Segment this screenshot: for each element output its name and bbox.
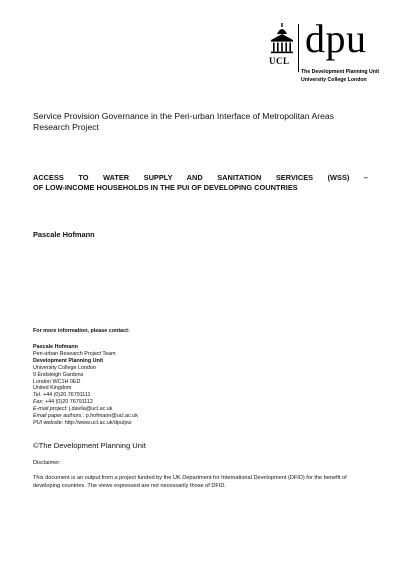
fax-label: Fax: bbox=[33, 399, 44, 406]
contact-website bbox=[33, 420, 333, 427]
fax-value: +44 (0)20 76791112 bbox=[43, 399, 93, 406]
document-title-line-1: ACCESS TO WATER SUPPLY AND SANITATION SERVICES (WSS) – bbox=[33, 173, 368, 182]
contact-street: 9 Endsleigh Gardens bbox=[33, 371, 84, 378]
copyright-notice: ©The Development Planning Unit bbox=[33, 441, 146, 450]
tel-label: Tel. bbox=[33, 392, 42, 399]
contact-tel bbox=[33, 392, 333, 399]
contact-name: Pascale Hofmann bbox=[33, 344, 78, 350]
disclaimer-label: Disclaimer: bbox=[33, 460, 61, 466]
website-label: PUI website: bbox=[33, 419, 64, 426]
author-name: Pascale Hofmann bbox=[33, 230, 95, 239]
tel-value: +44 (0)20 76791111 bbox=[41, 392, 91, 399]
email-project-value[interactable]: j.davila@ucl.ac.uk bbox=[67, 406, 113, 413]
contact-country: United Kingdom bbox=[33, 385, 72, 392]
dpu-logo bbox=[268, 16, 388, 88]
contact-fax bbox=[33, 399, 333, 406]
logo-subtitle-college: University College London bbox=[301, 77, 367, 83]
document-title bbox=[33, 173, 368, 193]
contact-team: Peri-urban Research Project Team bbox=[33, 350, 116, 357]
ucl-logo-text: UCL bbox=[269, 56, 290, 66]
contact-email-project bbox=[33, 406, 333, 413]
project-title: Service Provision Governance in the Peri-urban Interface of Metropolitan Areas Research Project bbox=[33, 111, 334, 132]
contact-city: London WC1H 0ED bbox=[33, 378, 81, 385]
website-link[interactable]: http://www.ucl.ac.uk/dpu/pui bbox=[63, 419, 132, 426]
contact-block bbox=[33, 344, 333, 427]
email-author-label: Email paper authors.: bbox=[33, 413, 85, 420]
dpu-logo-text: dpu bbox=[305, 16, 367, 61]
email-author-value[interactable]: p.hofmann@ucl.ac.uk bbox=[84, 413, 138, 420]
logo-subtitle-unit: The Development Planning Unit bbox=[301, 69, 380, 75]
logo-divider bbox=[298, 24, 299, 72]
contact-heading: For more information, please contact: bbox=[33, 328, 130, 334]
disclaimer-text: This document is an output from a project funded by the UK Department for International Development (DFID) for the benefit of developing countries. The views expressed are not necessarily those of DFID. bbox=[33, 475, 347, 489]
contact-unit: Development Planning Unit bbox=[33, 357, 104, 364]
email-project-label: E-mail project: bbox=[33, 406, 68, 413]
contact-email-author bbox=[33, 413, 333, 420]
contact-college: University College London bbox=[33, 364, 96, 371]
document-title-line-2: OF LOW-INCOME HOUSEHOLDS IN THE PUI OF DEVELOPING COUNTRIES bbox=[33, 183, 298, 192]
